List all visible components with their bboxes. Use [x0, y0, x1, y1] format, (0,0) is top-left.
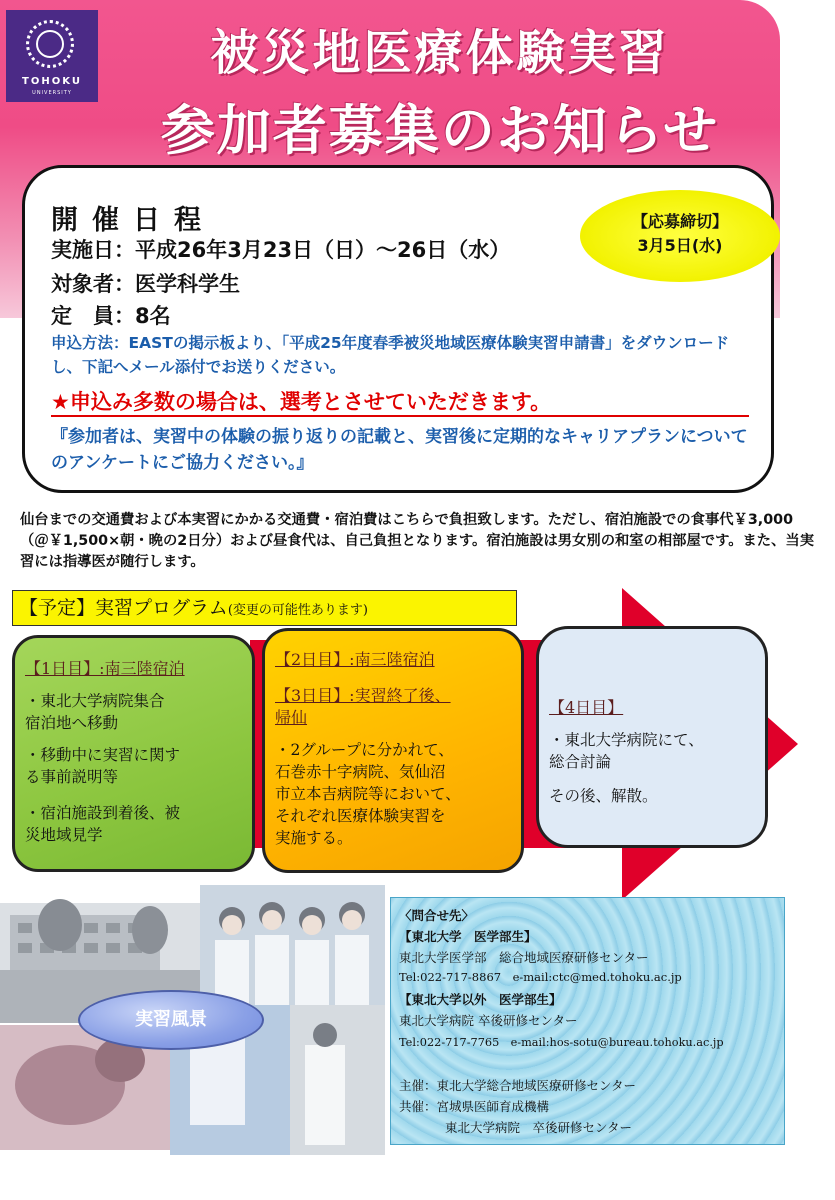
day4-card: [536, 626, 768, 848]
day4-title: 【4日目】: [549, 698, 624, 717]
day1-card: [12, 635, 255, 872]
day4-item: 総合討論: [549, 753, 612, 771]
day3-item: ・2グループに分かれて、: [275, 741, 454, 759]
cohost-text-2: 東北大学病院 卒後研修センター: [445, 1120, 633, 1135]
university-logo: [6, 10, 98, 102]
day1-item: る事前説明等: [25, 768, 119, 786]
day1-item: ・移動中に実習に関す: [25, 746, 181, 764]
apply-method-text: 申込方法：EASTの掲示板より、「平成25年度春季被災地域医療体験実習申請書」をダウンロードし、下記へメール添付でお送りください。: [51, 334, 730, 376]
day3-item: それぞれ医療体験実習を: [275, 807, 446, 825]
capacity-text: 定 員：8名: [51, 304, 171, 328]
contact-box: [390, 897, 785, 1145]
contact-other-details: Tel:022-717-7765 e-mail:hos-sotu@bureau.tohoku.ac.jp: [399, 1036, 724, 1049]
day1-item: ・宿泊施設到着後、被: [25, 804, 181, 822]
target-text: 対象者：医学科学生: [51, 272, 240, 296]
deadline-date: 3月5日(水): [637, 236, 723, 255]
day1-item: ・東北大学病院集合: [25, 692, 165, 710]
schedule-heading: 開催日程: [51, 205, 215, 236]
title-line-2: 参加者募集のお知らせ: [160, 98, 720, 162]
program-title-text: 【予定】実習プログラム: [19, 597, 228, 619]
contact-med-org: 東北大学医学部 総合地域医療研修センター: [399, 950, 649, 965]
dates-text: 実施日：平成26年3月23日（日）～26日（水）: [51, 238, 511, 262]
cost-note: 仙台までの交通費および本実習にかかる交通費・宿泊費はこちらで負担致します。ただし、宿泊施設での食事代￥3,000（＠￥1,500×朝・晩の2日分）および昼食代は、自己負担となります。宿泊施設は男女別の和室の相部屋です。また、当実習には指導医が随行します。: [20, 512, 814, 570]
day3-title-cont: 帰仙: [275, 708, 308, 727]
selection-notice: ★申込み多数の場合は、選考とさせていただきます。: [51, 390, 552, 414]
contact-med-details: Tel:022-717-8867 e-mail:ctc@med.tohoku.ac.jp: [399, 970, 682, 984]
title-line-1: 被災地医療体験実習: [210, 25, 670, 81]
contact-other-org: 東北大学病院 卒後研修センター: [399, 1013, 578, 1028]
day3-item: 実施する。: [275, 829, 353, 847]
photo-label: 実習風景: [78, 990, 264, 1050]
notice-underline: [51, 415, 749, 417]
contact-header: 〈問合せ先〉: [399, 908, 475, 923]
day1-title: 【1日目】:南三陸宿泊: [25, 659, 185, 678]
day3-item: 市立本吉病院等において、: [275, 785, 461, 803]
cohost-text: 共催：宮城県医師育成機構: [399, 1099, 550, 1114]
day2-3-card: [262, 628, 524, 873]
logo-sub: UNIVERSITY: [32, 90, 72, 96]
day3-title: 【3日目】:実習終了後、: [275, 686, 451, 705]
day4-item: ・東北大学病院にて、: [549, 731, 704, 749]
deadline-label: 【応募締切】: [631, 212, 728, 231]
day4-item: その後、解散。: [549, 787, 658, 805]
day1-item: 災地域見学: [25, 826, 103, 844]
contact-med-label: 【東北大学 医学部生】: [399, 929, 537, 944]
day2-title: 【2日目】:南三陸宿泊: [275, 650, 435, 669]
logo-name: TOHOKU: [22, 76, 82, 87]
day1-item: 宿泊地へ移動: [25, 714, 119, 732]
deadline-badge: [580, 190, 780, 282]
host-text: 主催：東北大学総合地域医療研修センター: [399, 1078, 637, 1093]
day3-item: 石巻赤十字病院、気仙沼: [275, 763, 446, 781]
survey-request: 『参加者は、実習中の体験の振り返りの記載と、実習後に定期的なキャリアプランについてのアンケートにご協力ください。』: [51, 427, 748, 473]
program-title: [12, 590, 517, 626]
contact-other-label: 【東北大学以外 医学部生】: [399, 992, 562, 1007]
program-title-note: (変更の可能性あります): [227, 603, 368, 618]
